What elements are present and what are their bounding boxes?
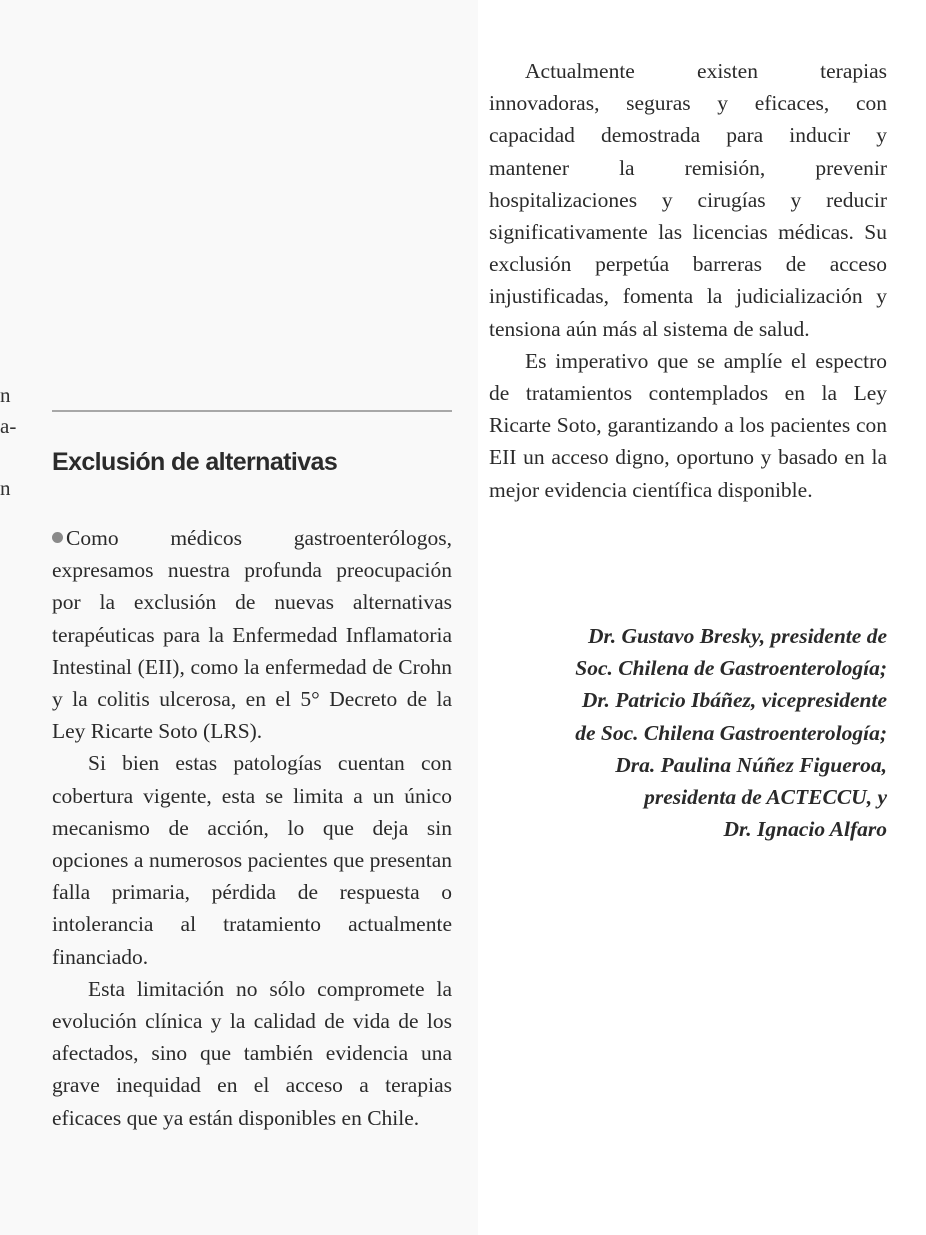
article-paragraph [52, 522, 452, 747]
article-heading: Exclusión de alternativas [52, 448, 338, 476]
signature-line: Dr. Patricio Ibáñez, vicepresidente [581, 688, 887, 713]
fragment: a- [0, 414, 17, 438]
article-paragraph: Esta limitación no sólo compromete la evolución clínica y la calidad de vida de los afectados, sino que también evidencia una grave inequidad en el acceso a terapias eficaces que ya están disponibles en Chile. [52, 976, 452, 1130]
signature-line: Dr. Ignacio Alfaro [723, 817, 887, 842]
fragment: n [0, 383, 11, 407]
article-left-column [52, 522, 452, 1134]
signature-block [489, 620, 887, 845]
signature-line: de Soc. Chilena Gastroenterología; [575, 720, 887, 745]
article-paragraph: Si bien estas patologías cuentan con cobertura vigente, esta se limita a un único mecanismo de acción, lo que deja sin opciones a numerosos pacientes que presentan falla primaria, pérdida de respuesta o intolerancia al tratamiento actualmente financiado. [52, 751, 452, 969]
signature-line: Dra. Paulina Núñez Figueroa, [615, 752, 887, 777]
fragment: n [0, 476, 11, 500]
signature-line: Dr. Gustavo Bresky, presidente de [588, 624, 887, 648]
bullet-icon [52, 532, 63, 543]
paragraph-text: Como médicos gastroenterólogos, expresamos nuestra profunda preocupación por la exclusión de nuevas alternativas terapéuticas para la Enfermedad Inflamatoria Intestinal (EII), como la enfermedad de Crohn y la colitis ulcerosa, en el 5° Decreto de la Ley Ricarte Soto (LRS). [52, 526, 452, 744]
article-right-column [489, 55, 887, 506]
adjacent-column-fragments [0, 380, 20, 504]
article-paragraph: Actualmente existen terapias innovadoras, seguras y eficaces, con capacidad demostrada para inducir y mantener la remisión, prevenir hospitalizaciones y cirugías y reducir significativamente las licencias médicas. Su exclusión perpetúa barreras de acceso injustificadas, fomenta la judicialización y tensiona aún más al sistema de salud. [489, 59, 887, 341]
section-divider [52, 410, 452, 412]
signature-line: Soc. Chilena de Gastroenterología; [575, 656, 887, 681]
signature-line: presidenta de ACTECCU, y [644, 785, 887, 810]
fragment [0, 442, 20, 473]
article-paragraph: Es imperativo que se amplíe el espectro de tratamientos contemplados en la Ley Ricarte Soto, garantizando a los pacientes con EII un acceso digno, oportuno y basado en la mejor evidencia científica disponible. [489, 348, 887, 502]
